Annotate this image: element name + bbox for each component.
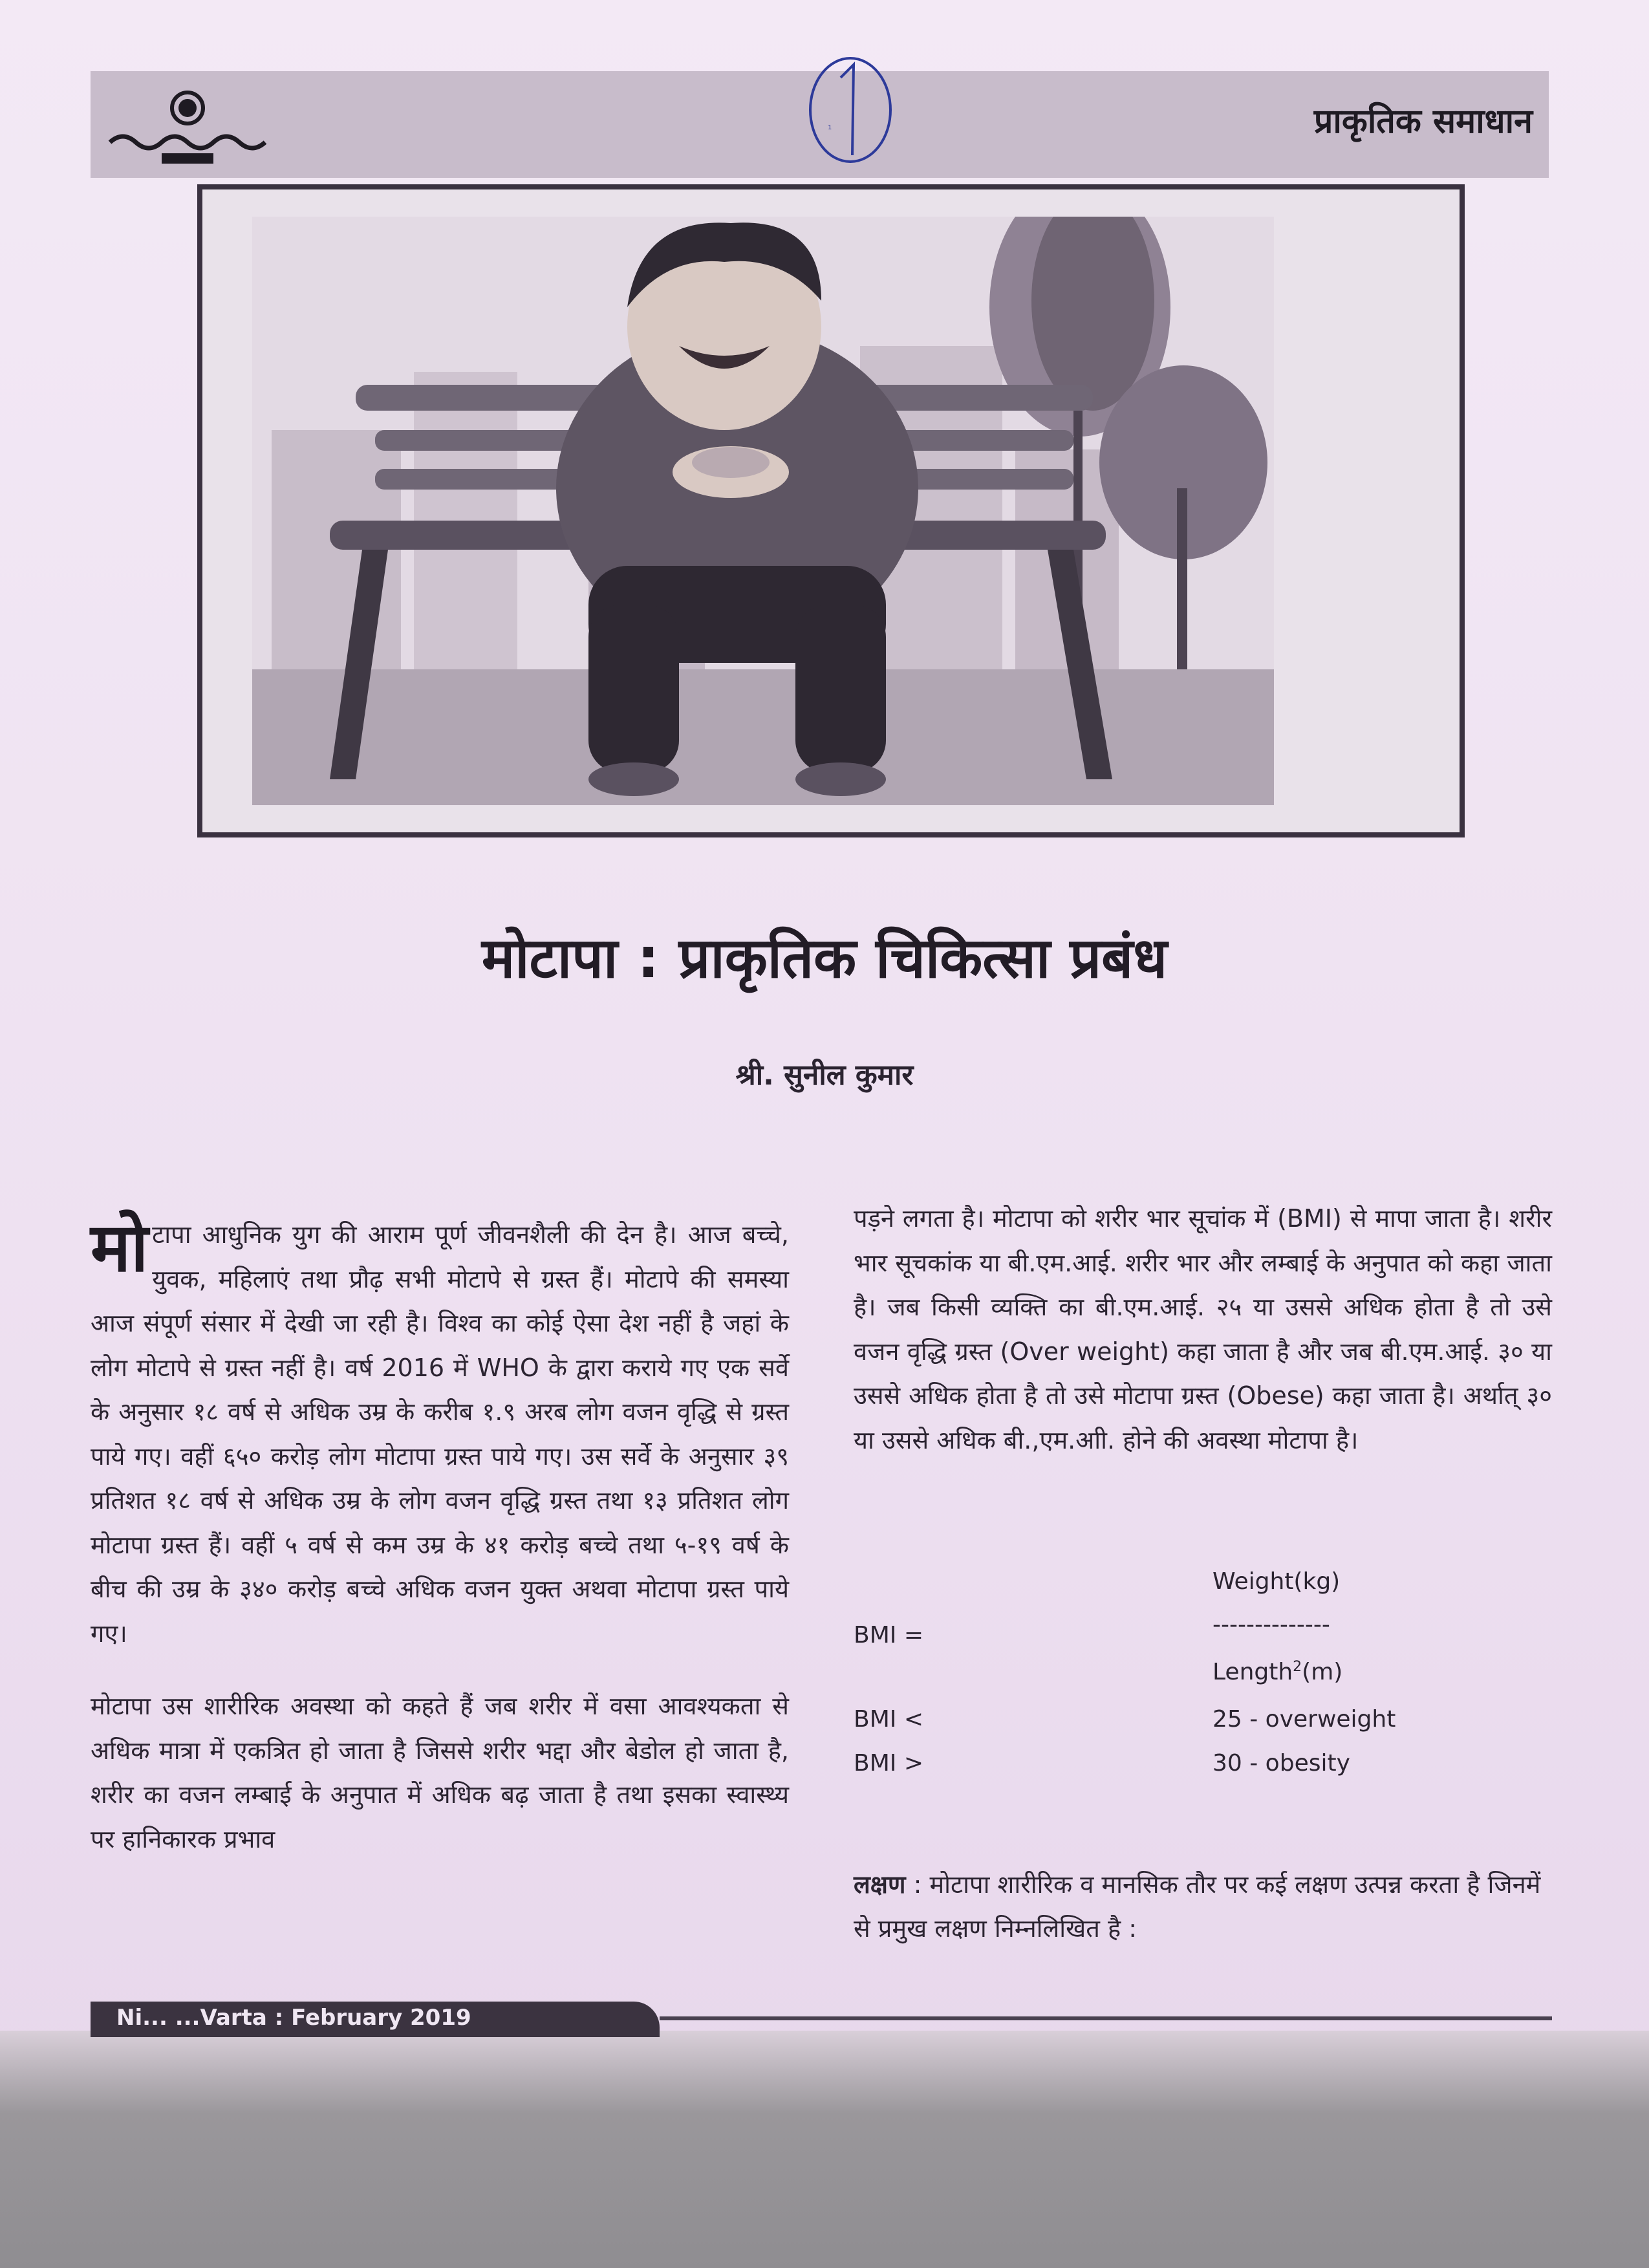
bmi-value-gt: 30 - obesity [1212, 1750, 1350, 1777]
symptoms-intro [854, 1863, 1552, 1950]
footer-rule [660, 2016, 1552, 2020]
article-title: मोटापा : प्राकृतिक चिकित्सा प्रबंध [481, 926, 1168, 991]
column-left [91, 1208, 789, 1861]
bmi-numerator: Weight(kg) [1212, 1568, 1341, 1595]
scan-shadow [0, 2031, 1649, 2268]
bmi-denominator: Length$^2$(m) [1212, 1659, 1343, 1685]
footer-text: Ni... ...Varta : February 2019 [116, 2005, 471, 2031]
bmi-label-eq: BMI = [854, 1622, 923, 1648]
bmi-divider: -------------- [1212, 1612, 1330, 1638]
article-author: श्री. सुनील कुमार [735, 1059, 914, 1092]
symptoms-text: : मोटापा शारीरिक व मानसिक तौर पर कई लक्षण उत्पन्न करता है जिनमें से प्रमुख लक्षण निम्नलिखित है : [854, 1870, 1541, 1943]
svg-text:1: 1 [828, 124, 832, 131]
bmi-value-lt: 25 - overweight [1212, 1706, 1396, 1733]
section-title: प्राकृतिक समाधान [1313, 102, 1533, 141]
bmi-label-lt: BMI < [854, 1706, 923, 1733]
paragraph-definition: मोटापा उस शारीरिक अवस्था को कहते हैं जब शरीर में वसा आवश्यकता से अधिक मात्रा में एकत्रित हो जाता है जिससे शरीर भद्दा और बेडोल हो जाता है, शरीर का वजन लम्बाई के अनुपात में अधिक बढ़ जाता है तथा इसका स्वास्थ्य पर हानिकारक प्रभाव [91, 1692, 789, 1853]
illustration-man-on-bench [252, 217, 1274, 805]
column-right [854, 1196, 1552, 1462]
magazine-logo-icon [103, 81, 272, 178]
dropcap: मो [91, 1208, 149, 1287]
paragraph-intro-text: टापा आधुनिक युग की आराम पूर्ण जीवनशैली की देन है। आज बच्चे, युवक, महिलाएं तथा प्रौढ़ सभी मोटापे से ग्रस्त हैं। मोटापे की समस्या आज संपूर्ण संसार में देखी जा रही है। विश्व का कोई ऐसा देश नहीं है जहां के लोग मोटापे से ग्रस्त नहीं है। वर्ष 2016 में WHO के द्वारा कराये गए एक सर्वे के अनुसार १८ वर्ष से अधिक उम्र के करीब १.९ अरब लोग वजन वृद्धि से ग्रस्त पाये गए। वहीं ६५० करोड़ लोग मोटापा ग्रस्त पाये गए। उस सर्वे के अनुसार ३९ प्रतिशत १८ वर्ष से अधिक उम्र के लोग वजन वृद्धि ग्रस्त तथा १३ प्रतिशत लोग मोटापा ग्रस्त हैं। वहीं ५ वर्ष से कम उम्र के ४१ करोड़ बच्चे तथा ५-१९ वर्ष के बीच की उम्र के ३४० करोड़ बच्चे अधिक वजन युक्त अथवा मोटापा ग्रस्त पाये गए। [91, 1220, 789, 1648]
bmi-label-gt: BMI > [854, 1750, 923, 1777]
handwritten-page-mark [802, 52, 899, 168]
symptoms-label: लक्षण [854, 1870, 906, 1899]
paragraph-intro [91, 1208, 789, 1656]
paragraph-bmi: पड़ने लगता है। मोटापा को शरीर भार सूचांक में (BMI) से मापा जाता है। शरीर भार सूचकांक या बी.एम.आई. शरीर भार और लम्बाई के अनुपात को कहा जाता है। जब किसी व्यक्ति का बी.एम.आई. २५ या उससे अधिक होता है तो उसे वजन वृद्धि ग्रस्त (Over weight) कहा जाता है और जब बी.एम.आई. ३० या उससे अधिक होता है तो उसे मोटापा ग्रस्त (Obese) कहा जाता है। अर्थात् ३० या उससे अधिक बी.,एम.आी. होने की अवस्था मोटापा है। [854, 1204, 1552, 1454]
